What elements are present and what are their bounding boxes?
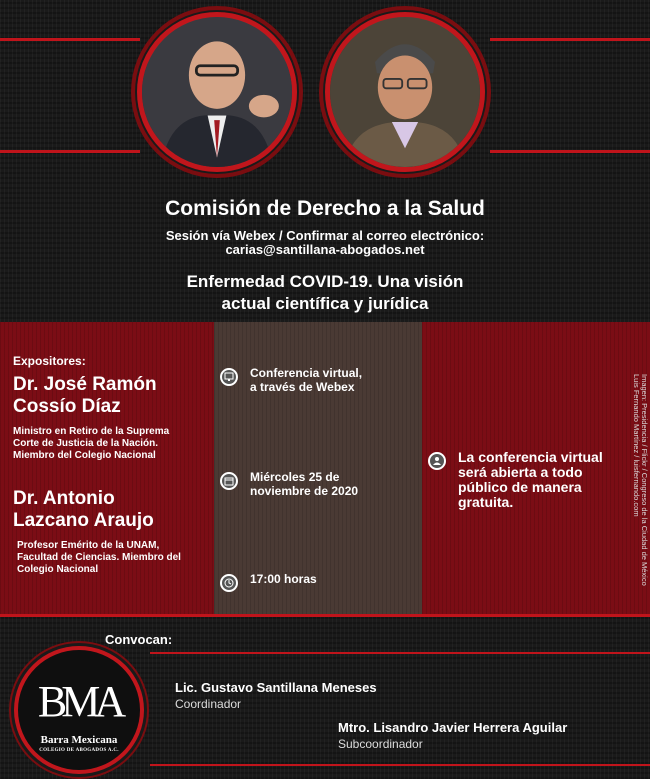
speaker-desc-line: Ministro en Retiro de la Suprema [13, 426, 170, 437]
speaker-photo-lazcano [325, 12, 485, 172]
access-line: gratuita. [458, 494, 514, 510]
speaker-name-line: Dr. Antonio [13, 488, 115, 509]
topic-title-line2: actual científica y jurídica [221, 294, 429, 313]
speaker-description [17, 540, 212, 576]
clock-icon [220, 574, 238, 592]
coordinator-role: Coordinador [175, 697, 242, 711]
calendar-icon [220, 472, 238, 490]
speaker-name-line: Cossío Díaz [13, 396, 121, 417]
red-band [0, 614, 650, 617]
speakers-column [0, 322, 214, 614]
event-details-panel [0, 322, 650, 614]
photo-credit-line: Luis Fernando Martínez / luisfernando.com [632, 374, 641, 517]
speaker-desc-line: Corte de Justicia de la Nación. [13, 438, 159, 449]
speaker-name-line: Dr. José Ramón [13, 374, 157, 395]
speaker-name-line: Lazcano Araujo [13, 510, 154, 531]
date-line: Miércoles 25 de [250, 470, 340, 484]
subcoordinator-role: Subcoordinador [338, 737, 423, 751]
access-row [428, 450, 638, 510]
modality-text [250, 366, 362, 394]
red-band [0, 38, 140, 41]
access-line: será abierta a todo [458, 464, 583, 480]
modality-line: a través de Webex [250, 380, 355, 394]
date-line: noviembre de 2020 [250, 484, 359, 498]
time-row [220, 572, 317, 592]
photo-credit [632, 374, 648, 604]
session-info: Sesión vía Webex / Confirmar al correo electrónico: [165, 228, 485, 243]
speaker-desc-line: Miembro del Colegio Nacional [13, 450, 156, 461]
speaker-desc-line: Facultad de Ciencias. Miembro del [17, 552, 181, 563]
red-band [150, 764, 650, 766]
speaker-name [13, 374, 157, 418]
modality-line: Conferencia virtual, [250, 366, 363, 380]
date-row [220, 470, 358, 498]
speaker-description [13, 426, 208, 462]
monitor-icon [220, 368, 238, 386]
date-text [250, 470, 358, 498]
bma-logo [14, 646, 144, 774]
contact-email[interactable]: carias@santillana-abogados.net [225, 242, 425, 257]
subcoordinator-name: Mtro. Lisandro Javier Herrera Aguilar [338, 720, 568, 735]
red-band [490, 38, 650, 41]
access-line: público de manera [458, 479, 582, 495]
red-band [150, 652, 650, 654]
coordinator-name: Lic. Gustavo Santillana Meneses [175, 680, 377, 695]
photo-credit-line: Imagen: Presidencia / Flickr / Congreso de la Ciudad de México [640, 374, 649, 586]
red-band [0, 150, 140, 153]
people-icon [428, 452, 446, 470]
topic-title-line1: Enfermedad COVID-19. Una visión [186, 272, 464, 291]
speaker-desc-line: Profesor Emérito de la UNAM, [17, 540, 160, 551]
red-band [490, 150, 650, 153]
logo-subtitle: COLEGIO DE ABOGADOS A.C. [39, 748, 119, 753]
speaker-name [13, 488, 154, 532]
speaker-photo-cossio [137, 12, 297, 172]
speakers-label: Expositores: [13, 354, 86, 368]
logo-name: Barra Mexicana [40, 734, 118, 746]
speaker-desc-line: Colegio Nacional [17, 564, 99, 575]
logo-mark: BMA [37, 677, 121, 726]
time-text: 17:00 horas [250, 572, 317, 586]
convocan-label: Convocan: [105, 632, 173, 647]
access-text [458, 450, 638, 510]
commission-title: Comisión de Derecho a la Salud [165, 197, 485, 220]
access-line: La conferencia virtual [458, 449, 603, 465]
modality-row [220, 366, 362, 394]
